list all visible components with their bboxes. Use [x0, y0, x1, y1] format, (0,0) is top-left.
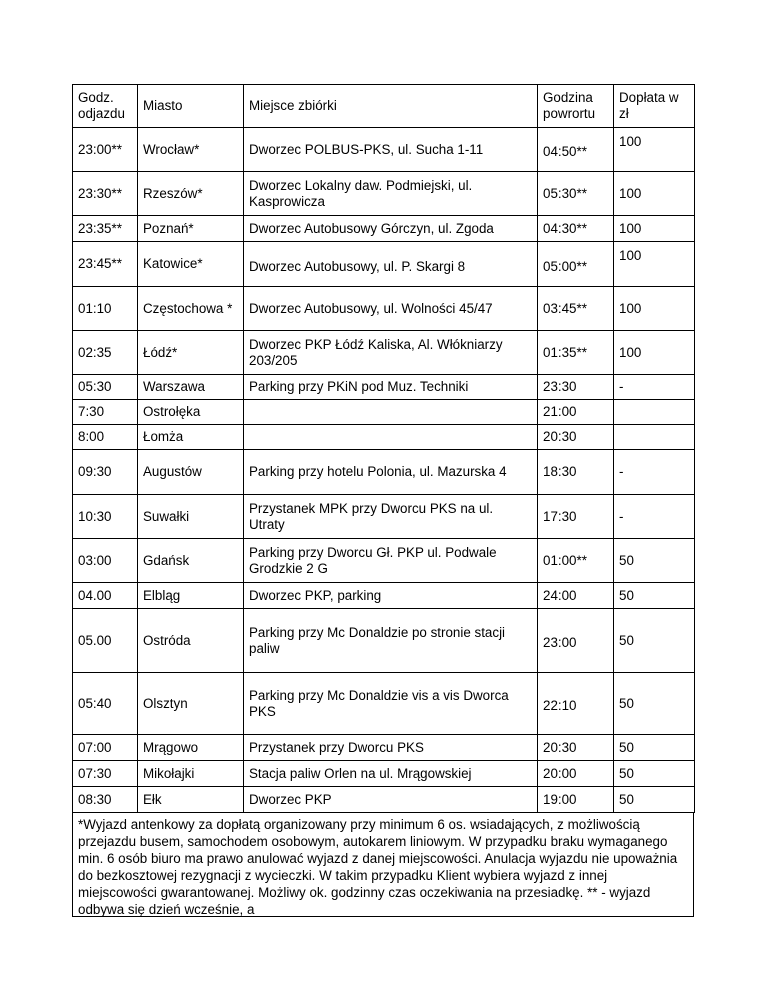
table-row	[73, 495, 695, 539]
return-time: 21:00	[538, 400, 614, 425]
city: Mrągowo	[138, 735, 244, 761]
surcharge: 100	[614, 242, 695, 287]
meeting-place: Dworzec PKP, parking	[244, 583, 538, 609]
meeting-place: Dworzec PKP	[244, 787, 538, 813]
surcharge: -	[614, 495, 695, 539]
table-row	[73, 450, 695, 495]
table-header-row	[73, 85, 695, 128]
surcharge: 50	[614, 609, 695, 673]
table-row	[73, 673, 695, 735]
departure-time: 05:40	[73, 673, 138, 735]
meeting-place: Dworzec PKP Łódź Kaliska, Al. Włókniarzy 203/205	[244, 331, 538, 375]
return-time: 05:30**	[538, 172, 614, 216]
header-city: Miasto	[138, 85, 244, 128]
departure-time: 05.00	[73, 609, 138, 673]
departure-time: 07:30	[73, 761, 138, 787]
departure-time: 03:00	[73, 539, 138, 583]
return-time: 24:00	[538, 583, 614, 609]
return-time: 19:00	[538, 787, 614, 813]
surcharge: 50	[614, 787, 695, 813]
document-page	[72, 84, 694, 917]
table-row	[73, 787, 695, 813]
meeting-place: Dworzec Autobusowy, ul. P. Skargi 8	[244, 242, 538, 287]
departure-time: 10:30	[73, 495, 138, 539]
table-row	[73, 583, 695, 609]
surcharge: 50	[614, 735, 695, 761]
return-time: 01:00**	[538, 539, 614, 583]
departure-schedule-table	[72, 84, 695, 813]
surcharge: 100	[614, 331, 695, 375]
city: Łomża	[138, 425, 244, 450]
header-surcharge: Dopłata w zł	[614, 85, 695, 128]
departure-time: 04.00	[73, 583, 138, 609]
table-row	[73, 425, 695, 450]
table-row	[73, 331, 695, 375]
departure-time: 07:00	[73, 735, 138, 761]
city: Katowice*	[138, 242, 244, 287]
city: Wrocław*	[138, 128, 244, 172]
meeting-place: Dworzec Autobusowy Górczyn, ul. Zgoda	[244, 216, 538, 242]
surcharge: 100	[614, 172, 695, 216]
return-time: 20:30	[538, 425, 614, 450]
city: Mikołajki	[138, 761, 244, 787]
table-row	[73, 400, 695, 425]
departure-time: 08:30	[73, 787, 138, 813]
meeting-place	[244, 400, 538, 425]
return-time: 05:00**	[538, 242, 614, 287]
table-row	[73, 539, 695, 583]
surcharge: 100	[614, 128, 695, 172]
departure-time: 01:10	[73, 287, 138, 331]
meeting-place: Przystanek przy Dworcu PKS	[244, 735, 538, 761]
return-time: 03:45**	[538, 287, 614, 331]
departure-time: 23:00**	[73, 128, 138, 172]
table-row	[73, 216, 695, 242]
surcharge: 100	[614, 287, 695, 331]
departure-time: 23:30**	[73, 172, 138, 216]
return-time: 20:30	[538, 735, 614, 761]
city: Augustów	[138, 450, 244, 495]
city: Ełk	[138, 787, 244, 813]
departure-time: 23:35**	[73, 216, 138, 242]
surcharge: 100	[614, 216, 695, 242]
table-row	[73, 735, 695, 761]
meeting-place: Parking przy PKiN pod Muz. Techniki	[244, 375, 538, 400]
meeting-place	[244, 425, 538, 450]
return-time: 23:00	[538, 609, 614, 673]
surcharge: -	[614, 375, 695, 400]
header-meeting-place: Miejsce zbiórki	[244, 85, 538, 128]
surcharge: 50	[614, 673, 695, 735]
city: Częstochowa *	[138, 287, 244, 331]
table-row	[73, 375, 695, 400]
departure-time: 8:00	[73, 425, 138, 450]
return-time: 18:30	[538, 450, 614, 495]
return-time: 04:50**	[538, 128, 614, 172]
surcharge: 50	[614, 539, 695, 583]
table-row	[73, 172, 695, 216]
return-time: 23:30	[538, 375, 614, 400]
city: Poznań*	[138, 216, 244, 242]
city: Warszawa	[138, 375, 244, 400]
departure-time: 23:45**	[73, 242, 138, 287]
table-row	[73, 761, 695, 787]
header-return-time: Godzina powrortu	[538, 85, 614, 128]
city: Suwałki	[138, 495, 244, 539]
surcharge: 50	[614, 583, 695, 609]
departure-time: 09:30	[73, 450, 138, 495]
return-time: 20:00	[538, 761, 614, 787]
meeting-place: Parking przy hotelu Polonia, ul. Mazurska 4	[244, 450, 538, 495]
return-time: 04:30**	[538, 216, 614, 242]
city: Ostróda	[138, 609, 244, 673]
meeting-place: Parking przy Mc Donaldzie po stronie stacji paliw	[244, 609, 538, 673]
header-departure-time: Godz. odjazdu	[73, 85, 138, 128]
surcharge	[614, 400, 695, 425]
departure-time: 02:35	[73, 331, 138, 375]
return-time: 01:35**	[538, 331, 614, 375]
table-row	[73, 128, 695, 172]
city: Olsztyn	[138, 673, 244, 735]
table-row	[73, 287, 695, 331]
surcharge: 50	[614, 761, 695, 787]
table-row	[73, 242, 695, 287]
meeting-place: Parking przy Dworcu Gł. PKP ul. Podwale Grodzkie 2 G	[244, 539, 538, 583]
city: Rzeszów*	[138, 172, 244, 216]
table-row	[73, 609, 695, 673]
surcharge	[614, 425, 695, 450]
return-time: 22:10	[538, 673, 614, 735]
city: Elbląg	[138, 583, 244, 609]
city: Łódź*	[138, 331, 244, 375]
city: Gdańsk	[138, 539, 244, 583]
surcharge: -	[614, 450, 695, 495]
departure-time: 7:30	[73, 400, 138, 425]
meeting-place: Parking przy Mc Donaldzie vis a vis Dworca PKS	[244, 673, 538, 735]
departure-time: 05:30	[73, 375, 138, 400]
return-time: 17:30	[538, 495, 614, 539]
meeting-place: Dworzec POLBUS-PKS, ul. Sucha 1-11	[244, 128, 538, 172]
city: Ostrołęka	[138, 400, 244, 425]
meeting-place: Dworzec Lokalny daw. Podmiejski, ul. Kasprowicza	[244, 172, 538, 216]
meeting-place: Przystanek MPK przy Dworcu PKS na ul. Utraty	[244, 495, 538, 539]
meeting-place: Dworzec Autobusowy, ul. Wolności 45/47	[244, 287, 538, 331]
meeting-place: Stacja paliw Orlen na ul. Mrągowskiej	[244, 761, 538, 787]
footnote: *Wyjazd antenkowy za dopłatą organizowany przy minimum 6 os. wsiadających, z możliwością przejazdu busem, samochodem osobowym, autokarem liniowym. W przypadku braku wymaganego min. 6 osób biuro ma prawo anulować wyjazd z danej miejscowości. Anulacja wyjazdu nie upoważnia do bezkosztowej rezygnacji z wycieczki. W takim przypadku Klient wybiera wyjazd z innej miejscowości gwarantowanej. Możliwy ok. godzinny czas oczekiwania na przesiadkę. ** - wyjazd odbywa się dzień wcześnie, a	[72, 813, 694, 917]
